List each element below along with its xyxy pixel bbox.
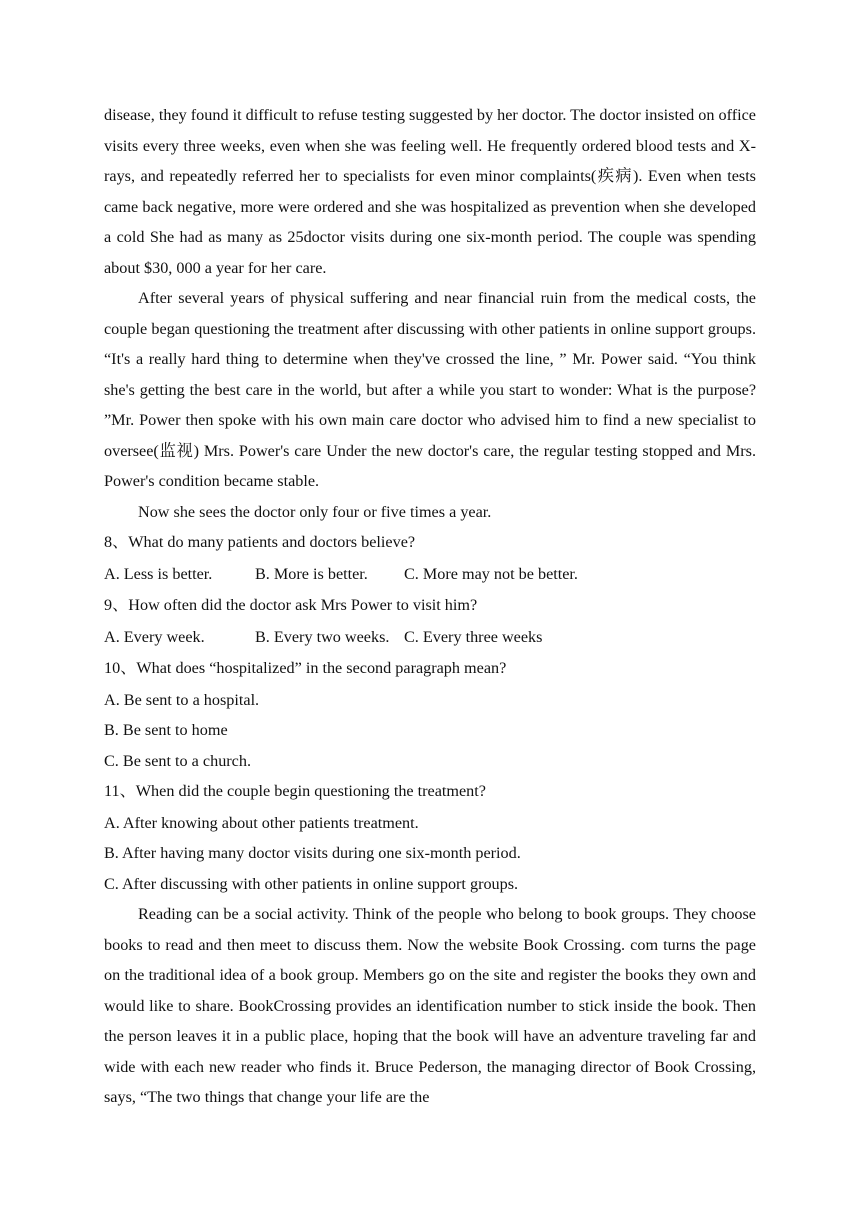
question-8-option-a: A. Less is better. bbox=[104, 564, 213, 583]
question-8-stem: 8、What do many patients and doctors believe? bbox=[104, 533, 416, 551]
question-9 bbox=[104, 590, 756, 653]
passage-1-paragraph-1: disease, they found it difficult to refuse testing suggested by her doctor. The doctor insisted on office visits every three weeks, even when she was feeling well. He frequently ordered blood tests and X-rays, and repeatedly referred her to specialists for even minor complaints(疾病). Even when tests came back negative, more were ordered and she was hospitalized as prevention when she developed a cold She had as many as 25doctor visits during one six-month period. The couple was spending about $30, 000 a year for her care. bbox=[104, 106, 756, 277]
question-10-option-c: C. Be sent to a church. bbox=[104, 751, 251, 770]
question-8-option-b: B. More is better. bbox=[255, 564, 368, 583]
question-10 bbox=[104, 653, 756, 776]
question-10-option-b: B. Be sent to home bbox=[104, 721, 228, 739]
passage-1-paragraph-2: After several years of physical suffering and near financial ruin from the medical costs, the couple began questioning the treatment after discussing with other patients in online support groups. “It's a really hard thing to determine when they've crossed the line, ” Mr. Power said. “You think she's getting the best care in the world, but after a while you start to wonder: What is the purpose? ”Mr. Power then spoke with his own main care doctor who advised him to find a new specialist to oversee(监视) Mrs. Power's care Under the new doctor's care, the regular testing stopped and Mrs. Power's condition became stable. bbox=[104, 289, 756, 490]
question-8-option-c: C. More may not be better. bbox=[404, 564, 578, 583]
question-11-option-b: B. After having many doctor visits during one six-month period. bbox=[104, 844, 521, 862]
question-9-option-a: A. Every week. bbox=[104, 627, 205, 646]
question-11 bbox=[104, 776, 756, 899]
question-9-options bbox=[104, 622, 756, 654]
question-9-stem: 9、How often did the doctor ask Mrs Power to visit him? bbox=[104, 596, 478, 614]
question-10-option-a: A. Be sent to a hospital. bbox=[104, 690, 260, 709]
question-10-stem: 10、What does “hospitalized” in the second paragraph mean? bbox=[104, 659, 507, 677]
passage-2-paragraph-1: Reading can be a social activity. Think of the people who belong to book groups. They choose books to read and then meet to discuss them. Now the website Book Crossing. com turns the page on the traditional idea of a book group. Members go on the site and register the books they own and would like to share. BookCrossing provides an identification number to stick inside the book. Then the person leaves it in a public place, hoping that the book will have an adventure traveling far and wide with each new reader who finds it. Bruce Pederson, the managing director of Book Crossing, says, “The two things that change your life are the bbox=[104, 905, 756, 1106]
question-9-option-b: B. Every two weeks. bbox=[255, 627, 390, 646]
question-11-option-a: A. After knowing about other patients treatment. bbox=[104, 813, 419, 832]
document-page bbox=[104, 100, 756, 1113]
passage-1-paragraph-3: Now she sees the doctor only four or five times a year. bbox=[138, 502, 492, 521]
question-11-option-c: C. After discussing with other patients in online support groups. bbox=[104, 874, 519, 893]
question-8 bbox=[104, 527, 756, 590]
question-11-stem: 11、When did the couple begin questioning the treatment? bbox=[104, 782, 486, 800]
question-8-options bbox=[104, 559, 756, 591]
question-9-option-c: C. Every three weeks bbox=[404, 627, 543, 646]
